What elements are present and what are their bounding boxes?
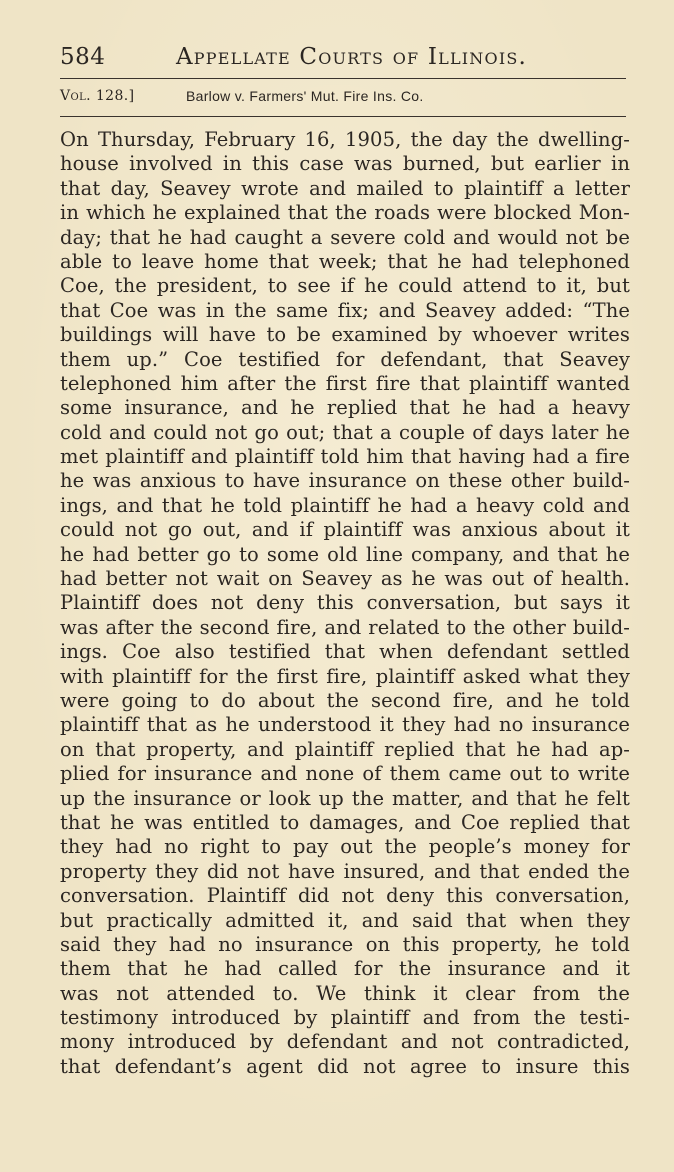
text-line: met plaintiff and plaintiff told him that having had a fire	[60, 445, 630, 469]
text-line: cold and could not go out; that a couple of days later he	[60, 420, 630, 444]
text-line: them up.” Coe testified for defendant, that Seavey	[60, 347, 630, 371]
text-line: said they had no insurance on this property, he told	[60, 932, 630, 956]
volume-label: Vol. 128.]	[60, 88, 135, 104]
text-line: property they did not have insured, and that ended the	[60, 859, 630, 883]
header-rule	[60, 78, 626, 79]
text-line: in which he explained that the roads were blocked Mon-	[60, 201, 630, 225]
text-line: but practically admitted it, and said that when they	[60, 908, 630, 932]
text-line: Plaintiff does not deny this conversation, but says it	[60, 591, 630, 615]
text-line: some insurance, and he replied that he had a heavy	[60, 396, 630, 420]
text-line: house involved in this case was burned, but earlier in	[60, 152, 630, 176]
text-line: was after the second fire, and related to the other build-	[60, 615, 630, 639]
text-line: mony introduced by defendant and not contradicted,	[60, 1030, 630, 1054]
text-line: them that he had called for the insurance and it	[60, 957, 630, 981]
subheader-rule	[60, 116, 626, 117]
text-line: On Thursday, February 16, 1905, the day the dwelling-	[60, 128, 630, 151]
text-line: able to leave home that week; that he had telephoned	[60, 249, 630, 273]
text-line: Coe, the president, to see if he could attend to it, but	[60, 274, 630, 298]
running-title: Appellate Courts of Illinois.	[176, 44, 528, 70]
text-line: ings, and that he told plaintiff he had a heavy cold and	[60, 493, 630, 517]
text-line: plied for insurance and none of them came out to write	[60, 762, 630, 786]
text-line: testimony introduced by plaintiff and from the testi-	[60, 1006, 630, 1030]
text-line: that day, Seavey wrote and mailed to plaintiff a letter	[60, 176, 630, 200]
text-line: he was anxious to have insurance on these other build-	[60, 469, 630, 493]
text-line: telephoned him after the first fire that plaintiff wanted	[60, 371, 630, 395]
text-line: conversation. Plaintiff did not deny this conversation,	[60, 884, 630, 908]
case-title: Barlow v. Farmers' Mut. Fire Ins. Co.	[186, 88, 424, 104]
text-line: day; that he had caught a severe cold and would not be	[60, 225, 630, 249]
page-number: 584	[60, 44, 106, 70]
page-header	[60, 40, 620, 80]
text-line: on that property, and plaintiff replied that he had ap-	[60, 737, 630, 761]
text-line: were going to do about the second fire, and he told	[60, 688, 630, 712]
text-line: up the insurance or look up the matter, and that he felt	[60, 786, 630, 810]
text-line: that he was entitled to damages, and Coe replied that	[60, 810, 630, 834]
text-line: that Coe was in the same fix; and Seavey added: “The	[60, 298, 630, 322]
text-line: that defendant’s agent did not agree to insure this	[60, 1054, 630, 1078]
text-line: was not attended to. We think it clear from the	[60, 981, 630, 1005]
text-line: ings. Coe also testified that when defendant settled	[60, 640, 630, 664]
case-subheader	[60, 88, 626, 112]
text-line: with plaintiff for the first fire, plaintiff asked what they	[60, 664, 630, 688]
text-line: he had better go to some old line company, and that he	[60, 542, 630, 566]
body-text	[60, 128, 630, 1079]
text-line: buildings will have to be examined by whoever writes	[60, 323, 630, 347]
text-line: could not go out, and if plaintiff was anxious about it	[60, 518, 630, 542]
text-line: plaintiff that as he understood it they had no insurance	[60, 713, 630, 737]
text-line: they had no right to pay out the people’s money for	[60, 835, 630, 859]
text-line: had better not wait on Seavey as he was out of health.	[60, 567, 630, 591]
